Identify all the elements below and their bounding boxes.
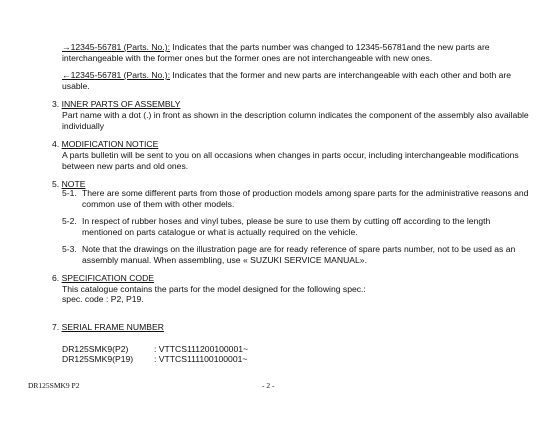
changed-parts-symbol: →12345-56781 (Parts. No.): [62, 42, 170, 52]
section-5-title: NOTE [61, 179, 86, 189]
interchangeable-symbol: ←12345-56781 (Parts. No.): [62, 70, 170, 80]
note-item: 5-2. In respect of rubber hoses and vinyl tubes, please be sure to use them by cutting off according to the length mentioned on parts catalogue or what is actually required on the vehicle. [62, 216, 491, 237]
footer-model: DR125SMK9 P2 [28, 381, 80, 390]
section-6-title: SPECIFICATION CODE [61, 273, 155, 283]
note-item: 5-3. Note that the drawings on the illustration page are for ready reference of spare parts number, not to be used as an assembly manual. When assembling, use « SUZUKI SERVICE MANUAL». [62, 244, 516, 265]
section-5-heading: 5. NOTE [52, 179, 86, 189]
changed-parts-text: Indicates that the parts number was changed to 12345-56781and the new parts are interchangeable with the former ones but the former ones are not interchangeable with new ones. [62, 42, 490, 63]
section-6-line2: spec. code : P2, P19. [62, 294, 144, 304]
section-4-body: A parts bulletin will be sent to you on all occasions when changes in parts occur, including interchangeable modifications between new parts and old ones. [62, 150, 519, 171]
serial-row: DR125SMK9(P2) : VTTCS111200100001~ [62, 344, 249, 354]
page-number: - 2 - [262, 381, 275, 390]
section-3-title: INNER PARTS OF ASSEMBLY [61, 99, 181, 109]
serial-row: DR125SMK9(P19) : VTTCS111100100001~ [62, 354, 248, 364]
section-6-heading: 6. SPECIFICATION CODE [52, 273, 155, 283]
section-3-body: Part name with a dot (.) in front as shown in the description column indicates the component of the assembly also available individually [62, 110, 529, 131]
changed-parts-paragraph [62, 42, 522, 64]
section-3-heading: 3. INNER PARTS OF ASSEMBLY [52, 99, 181, 109]
section-6-line1: This catalogue contains the parts for the model designed for the following spec.: [62, 284, 366, 294]
interchangeable-text: Indicates that the former and new parts are interchangeable with each other and both are usable. [62, 70, 512, 91]
note-item: 5-1. There are some different parts from those of production models among spare parts for the administrative reasons and common use of them with other models. [62, 188, 529, 209]
interchangeable-paragraph [62, 70, 522, 92]
section-7-title: SERIAL FRAME NUMBER [61, 322, 164, 332]
section-4-heading: 4. MODIFICATION NOTICE [52, 139, 159, 149]
section-7-heading: 7. SERIAL FRAME NUMBER [52, 322, 164, 332]
section-4-title: MODIFICATION NOTICE [61, 139, 159, 149]
